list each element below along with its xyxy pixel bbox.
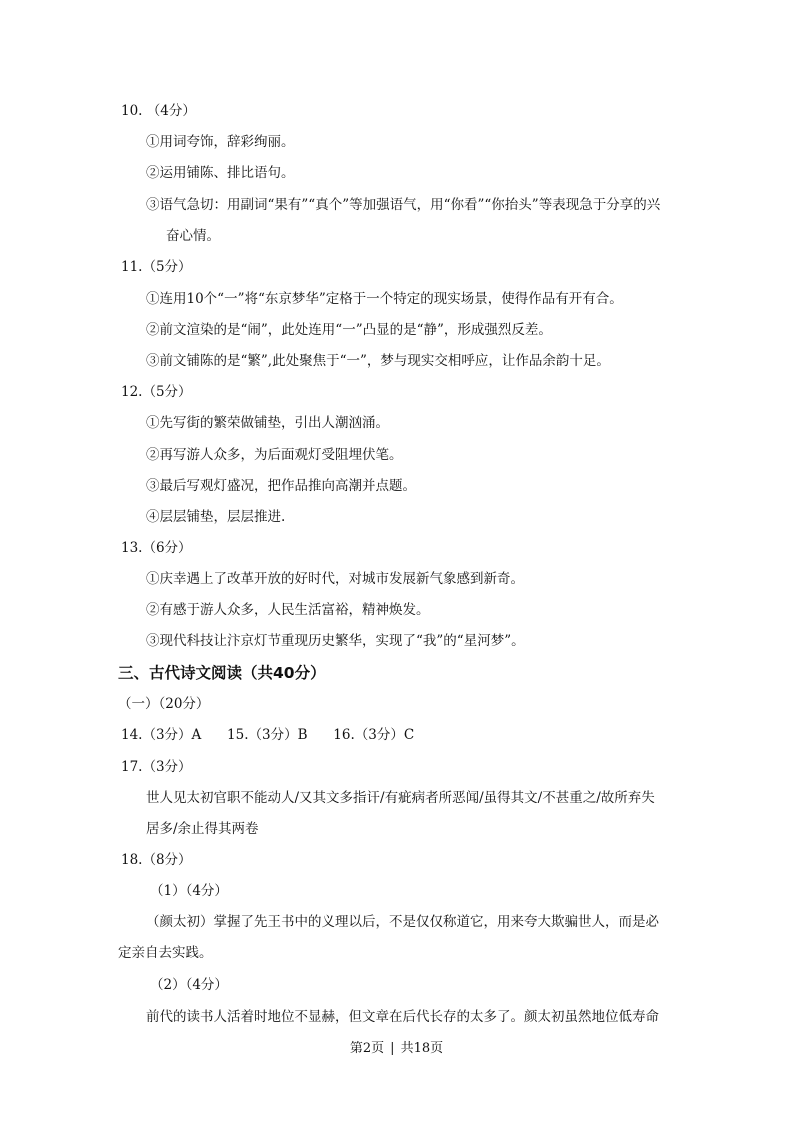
- q12-item-4: ④层层铺垫，层层推进.: [146, 509, 286, 525]
- q11-item-1: ①连用10个“一”将“东京梦华”定格于一个特定的现实场景，使得作品有开有合。: [146, 291, 623, 307]
- q18-number: 18.（8分）: [121, 852, 192, 868]
- page-total: 共18页: [400, 1041, 444, 1056]
- q10-number: 10. （4分）: [121, 103, 196, 119]
- q17-line-2: 居多/余止得其两卷: [146, 821, 259, 837]
- q18-part-1-line-1: （颜太初）掌握了先王书中的义理以后，不是仅仅称道它，用来夸大欺骗世人，而是必: [146, 914, 659, 930]
- footer-separator: |: [390, 1041, 395, 1056]
- q18-part-1-line-2: 定亲自去实践。: [118, 945, 213, 961]
- q13-item-1: ①庆幸遇上了改革开放的好时代，对城市发展新气象感到新奇。: [146, 571, 524, 587]
- q12-item-1: ①先写街的繁荣做铺垫，引出人潮汹涌。: [146, 415, 389, 431]
- page-number: 第2页: [349, 1041, 385, 1056]
- q11-item-2: ②前文渲染的是“闹”，此处连用“一”凸显的是“静”，形成强烈反差。: [146, 322, 552, 338]
- section-3-heading: 三、古代诗文阅读（共40分）: [118, 664, 326, 682]
- q13-item-3: ③现代科技让汴京灯节重现历史繁华，实现了“我”的“星河梦”。: [146, 633, 525, 649]
- q17-line-1: 世人见太初官职不能动人/又其文多指讦/有疵病者所恶闻/虽得其文/不甚重之/故所弃失: [146, 790, 655, 806]
- page-footer: [0, 1040, 793, 1058]
- q10-item-1: ①用词夸饰，辞彩绚丽。: [146, 134, 295, 150]
- q13-number: 13.（6分）: [121, 540, 192, 556]
- q18-part-1: （1）（4分）: [150, 883, 228, 899]
- q17-number: 17.（3分）: [121, 759, 192, 775]
- q12-number: 12.（5分）: [121, 384, 192, 400]
- q18-part-2: （2）（4分）: [150, 977, 228, 993]
- q12-item-2: ②再写游人众多，为后面观灯受阻埋伏笔。: [146, 447, 403, 463]
- q12-item-3: ③最后写观灯盛况，把作品推向高潮并点题。: [146, 478, 416, 494]
- q10-item-2: ②运用铺陈、排比语句。: [146, 165, 295, 181]
- q14-16-answers: 14.（3分）A 15.（3分）B 16.（3分）C: [121, 727, 415, 743]
- q11-item-3: ③前文铺陈的是“繁”,此处聚焦于“一”，梦与现实交相呼应，让作品余韵十足。: [146, 353, 610, 369]
- q18-part-2-line-1: 前代的读书人活着时地位不显赫，但文章在后代长存的太多了。颜太初虽然地位低寿命: [146, 1009, 659, 1025]
- q11-number: 11.（5分）: [121, 259, 192, 275]
- q13-item-2: ②有感于游人众多，人民生活富裕，精神焕发。: [146, 602, 430, 618]
- q10-item-3: ③语气急切：用副词“果有”“真个”等加强语气，用“你看”“你抬头”等表现急于分享的兴: [146, 197, 661, 213]
- q10-item-3-cont: 奋心情。: [166, 228, 220, 244]
- section-3-subheading: （一）（20分）: [118, 696, 210, 712]
